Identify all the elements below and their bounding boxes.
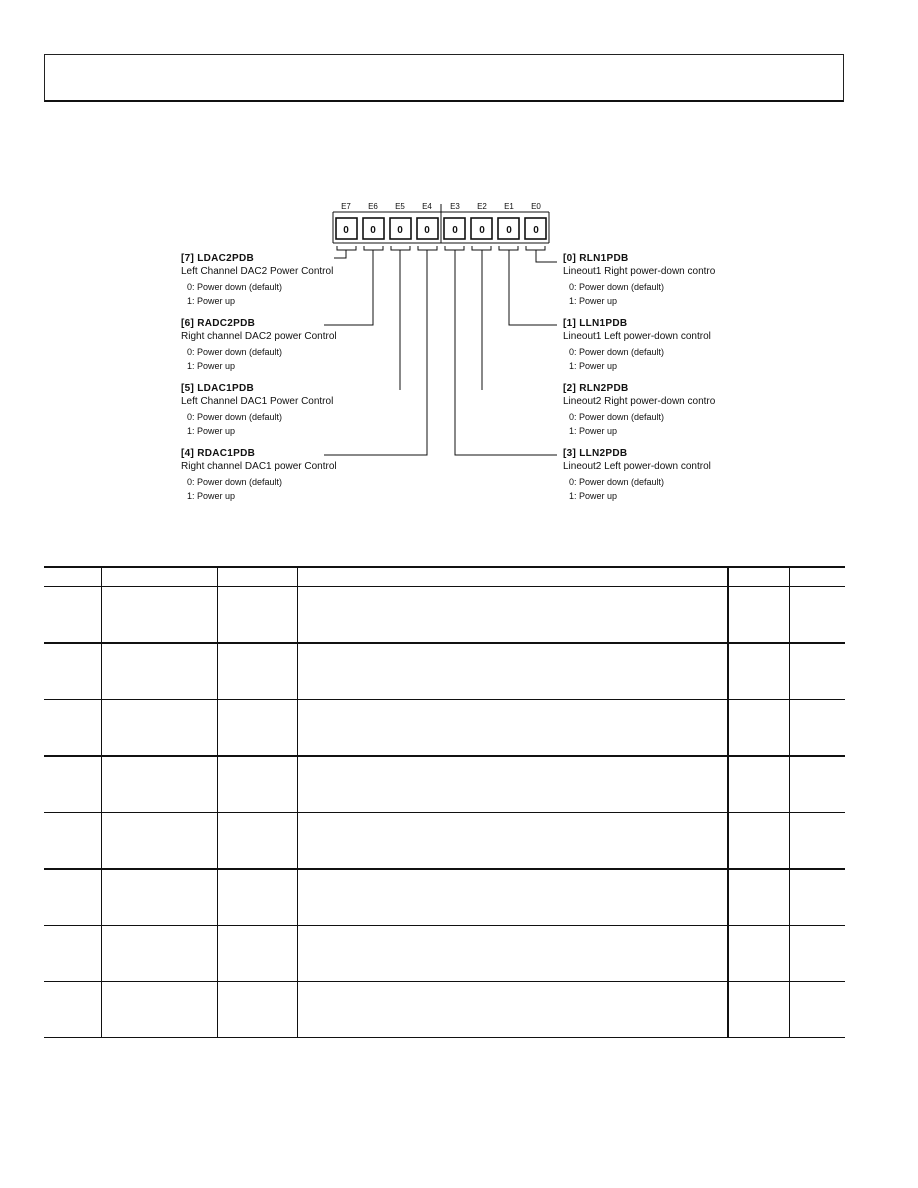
field-name: [7] LDAC2PDB <box>181 253 255 264</box>
field-option-1: 1: Power up <box>187 361 236 371</box>
register-frame <box>333 204 549 243</box>
table-cell <box>101 813 217 870</box>
table-cell <box>728 643 789 700</box>
field-bit4 <box>181 448 337 501</box>
field-bit0 <box>563 253 716 306</box>
table-cell <box>728 756 789 813</box>
field-bit2 <box>563 383 716 436</box>
table-cell <box>217 869 297 926</box>
bit-value-e1: 0 <box>506 225 512 236</box>
table-header-cell <box>101 567 217 587</box>
table-cell <box>101 643 217 700</box>
table-cell <box>297 926 728 982</box>
field-description: Right channel DAC2 power Control <box>181 331 337 342</box>
field-option-0: 0: Power down (default) <box>187 282 283 292</box>
field-name: [1] LLN1PDB <box>563 318 628 329</box>
field-option-0: 0: Power down (default) <box>569 282 665 292</box>
field-description: Lineout2 Left power-down control <box>563 461 711 472</box>
field-option-0: 0: Power down (default) <box>569 412 665 422</box>
field-option-1: 1: Power up <box>187 426 236 436</box>
table-header-cell <box>728 567 789 587</box>
field-name: [0] RLN1PDB <box>563 253 629 264</box>
field-description: Lineout1 Right power-down contro <box>563 266 716 277</box>
table-cell <box>728 926 789 982</box>
table-cell <box>789 982 845 1038</box>
table-cell <box>297 869 728 926</box>
field-option-1: 1: Power up <box>569 361 618 371</box>
table-cell <box>217 587 297 644</box>
bit-value-e0: 0 <box>533 225 539 236</box>
table-cell <box>728 700 789 757</box>
field-description: Left Channel DAC2 Power Control <box>181 266 334 277</box>
table-cell <box>217 982 297 1038</box>
bit-value-e6: 0 <box>370 225 376 236</box>
table-cell <box>728 813 789 870</box>
table-row <box>44 756 845 813</box>
field-option-0: 0: Power down (default) <box>569 477 665 487</box>
bit-label-e1: E1 <box>504 202 514 211</box>
bit-value-e5: 0 <box>397 225 403 236</box>
table-cell <box>44 982 101 1038</box>
table-header-row <box>44 567 845 587</box>
bit-label-e2: E2 <box>477 202 487 211</box>
field-option-1: 1: Power up <box>187 296 236 306</box>
table-cell <box>789 926 845 982</box>
table-cell <box>297 813 728 870</box>
table-cell <box>728 587 789 644</box>
connector-lines <box>324 250 557 455</box>
bit-label-e4: E4 <box>422 202 432 211</box>
field-option-1: 1: Power up <box>187 491 236 501</box>
table-cell <box>44 869 101 926</box>
field-name: [2] RLN2PDB <box>563 383 629 394</box>
table-cell <box>789 700 845 757</box>
table-cell <box>101 756 217 813</box>
field-option-1: 1: Power up <box>569 296 618 306</box>
table-row <box>44 813 845 870</box>
bit-label-e7: E7 <box>341 202 351 211</box>
field-bit7 <box>181 253 333 306</box>
table-cell <box>728 869 789 926</box>
table-cell <box>44 643 101 700</box>
bit-value-e7: 0 <box>343 225 349 236</box>
table-row <box>44 869 845 926</box>
field-name: [5] LDAC1PDB <box>181 383 255 394</box>
field-description: Lineout2 Right power-down contro <box>563 396 716 407</box>
bit-label-e5: E5 <box>395 202 405 211</box>
field-bit6 <box>181 318 337 371</box>
bit-label-e6: E6 <box>368 202 378 211</box>
table-cell <box>789 869 845 926</box>
field-description: Left Channel DAC1 Power Control <box>181 396 334 407</box>
table-cell <box>789 643 845 700</box>
table-row <box>44 643 845 700</box>
table-header-cell <box>789 567 845 587</box>
table-cell <box>101 982 217 1038</box>
table-cell <box>101 700 217 757</box>
bit-value-e3: 0 <box>452 225 458 236</box>
bit-description-table <box>44 566 845 1038</box>
table-cell <box>101 869 217 926</box>
field-bit1 <box>563 318 711 371</box>
table-row <box>44 587 845 644</box>
table-cell <box>297 643 728 700</box>
table-cell <box>297 587 728 644</box>
table-cell <box>297 756 728 813</box>
field-name: [6] RADC2PDB <box>181 318 256 329</box>
field-option-0: 0: Power down (default) <box>569 347 665 357</box>
bit-value-e4: 0 <box>424 225 430 236</box>
table-row <box>44 700 845 757</box>
register-bit-diagram <box>0 0 918 540</box>
table-cell <box>789 587 845 644</box>
field-bit3 <box>563 448 711 501</box>
field-description: Right channel DAC1 power Control <box>181 461 337 472</box>
table-cell <box>789 756 845 813</box>
table-row <box>44 982 845 1038</box>
field-option-0: 0: Power down (default) <box>187 347 283 357</box>
field-name: [4] RDAC1PDB <box>181 448 256 459</box>
table-header-cell <box>44 567 101 587</box>
table-cell <box>789 813 845 870</box>
field-description: Lineout1 Left power-down control <box>563 331 711 342</box>
table-cell <box>728 982 789 1038</box>
table-header-cell <box>297 567 728 587</box>
field-name: [3] LLN2PDB <box>563 448 628 459</box>
table-cell <box>217 700 297 757</box>
field-bit5 <box>181 383 333 436</box>
table-cell <box>217 756 297 813</box>
field-option-1: 1: Power up <box>569 426 618 436</box>
table-cell <box>44 587 101 644</box>
field-option-0: 0: Power down (default) <box>187 412 283 422</box>
table-cell <box>297 700 728 757</box>
table-cell <box>217 813 297 870</box>
field-option-1: 1: Power up <box>569 491 618 501</box>
bit-brackets <box>337 246 545 250</box>
table-cell <box>44 700 101 757</box>
table-header-cell <box>217 567 297 587</box>
table-cell <box>101 926 217 982</box>
table-cell <box>101 587 217 644</box>
table-cell <box>297 982 728 1038</box>
table-cell <box>217 926 297 982</box>
table-cell <box>44 756 101 813</box>
bit-label-e3: E3 <box>450 202 460 211</box>
table-cell <box>217 643 297 700</box>
table-cell <box>44 926 101 982</box>
bit-label-e0: E0 <box>531 202 541 211</box>
bit-value-e2: 0 <box>479 225 485 236</box>
table-row <box>44 926 845 982</box>
field-option-0: 0: Power down (default) <box>187 477 283 487</box>
table-cell <box>44 813 101 870</box>
